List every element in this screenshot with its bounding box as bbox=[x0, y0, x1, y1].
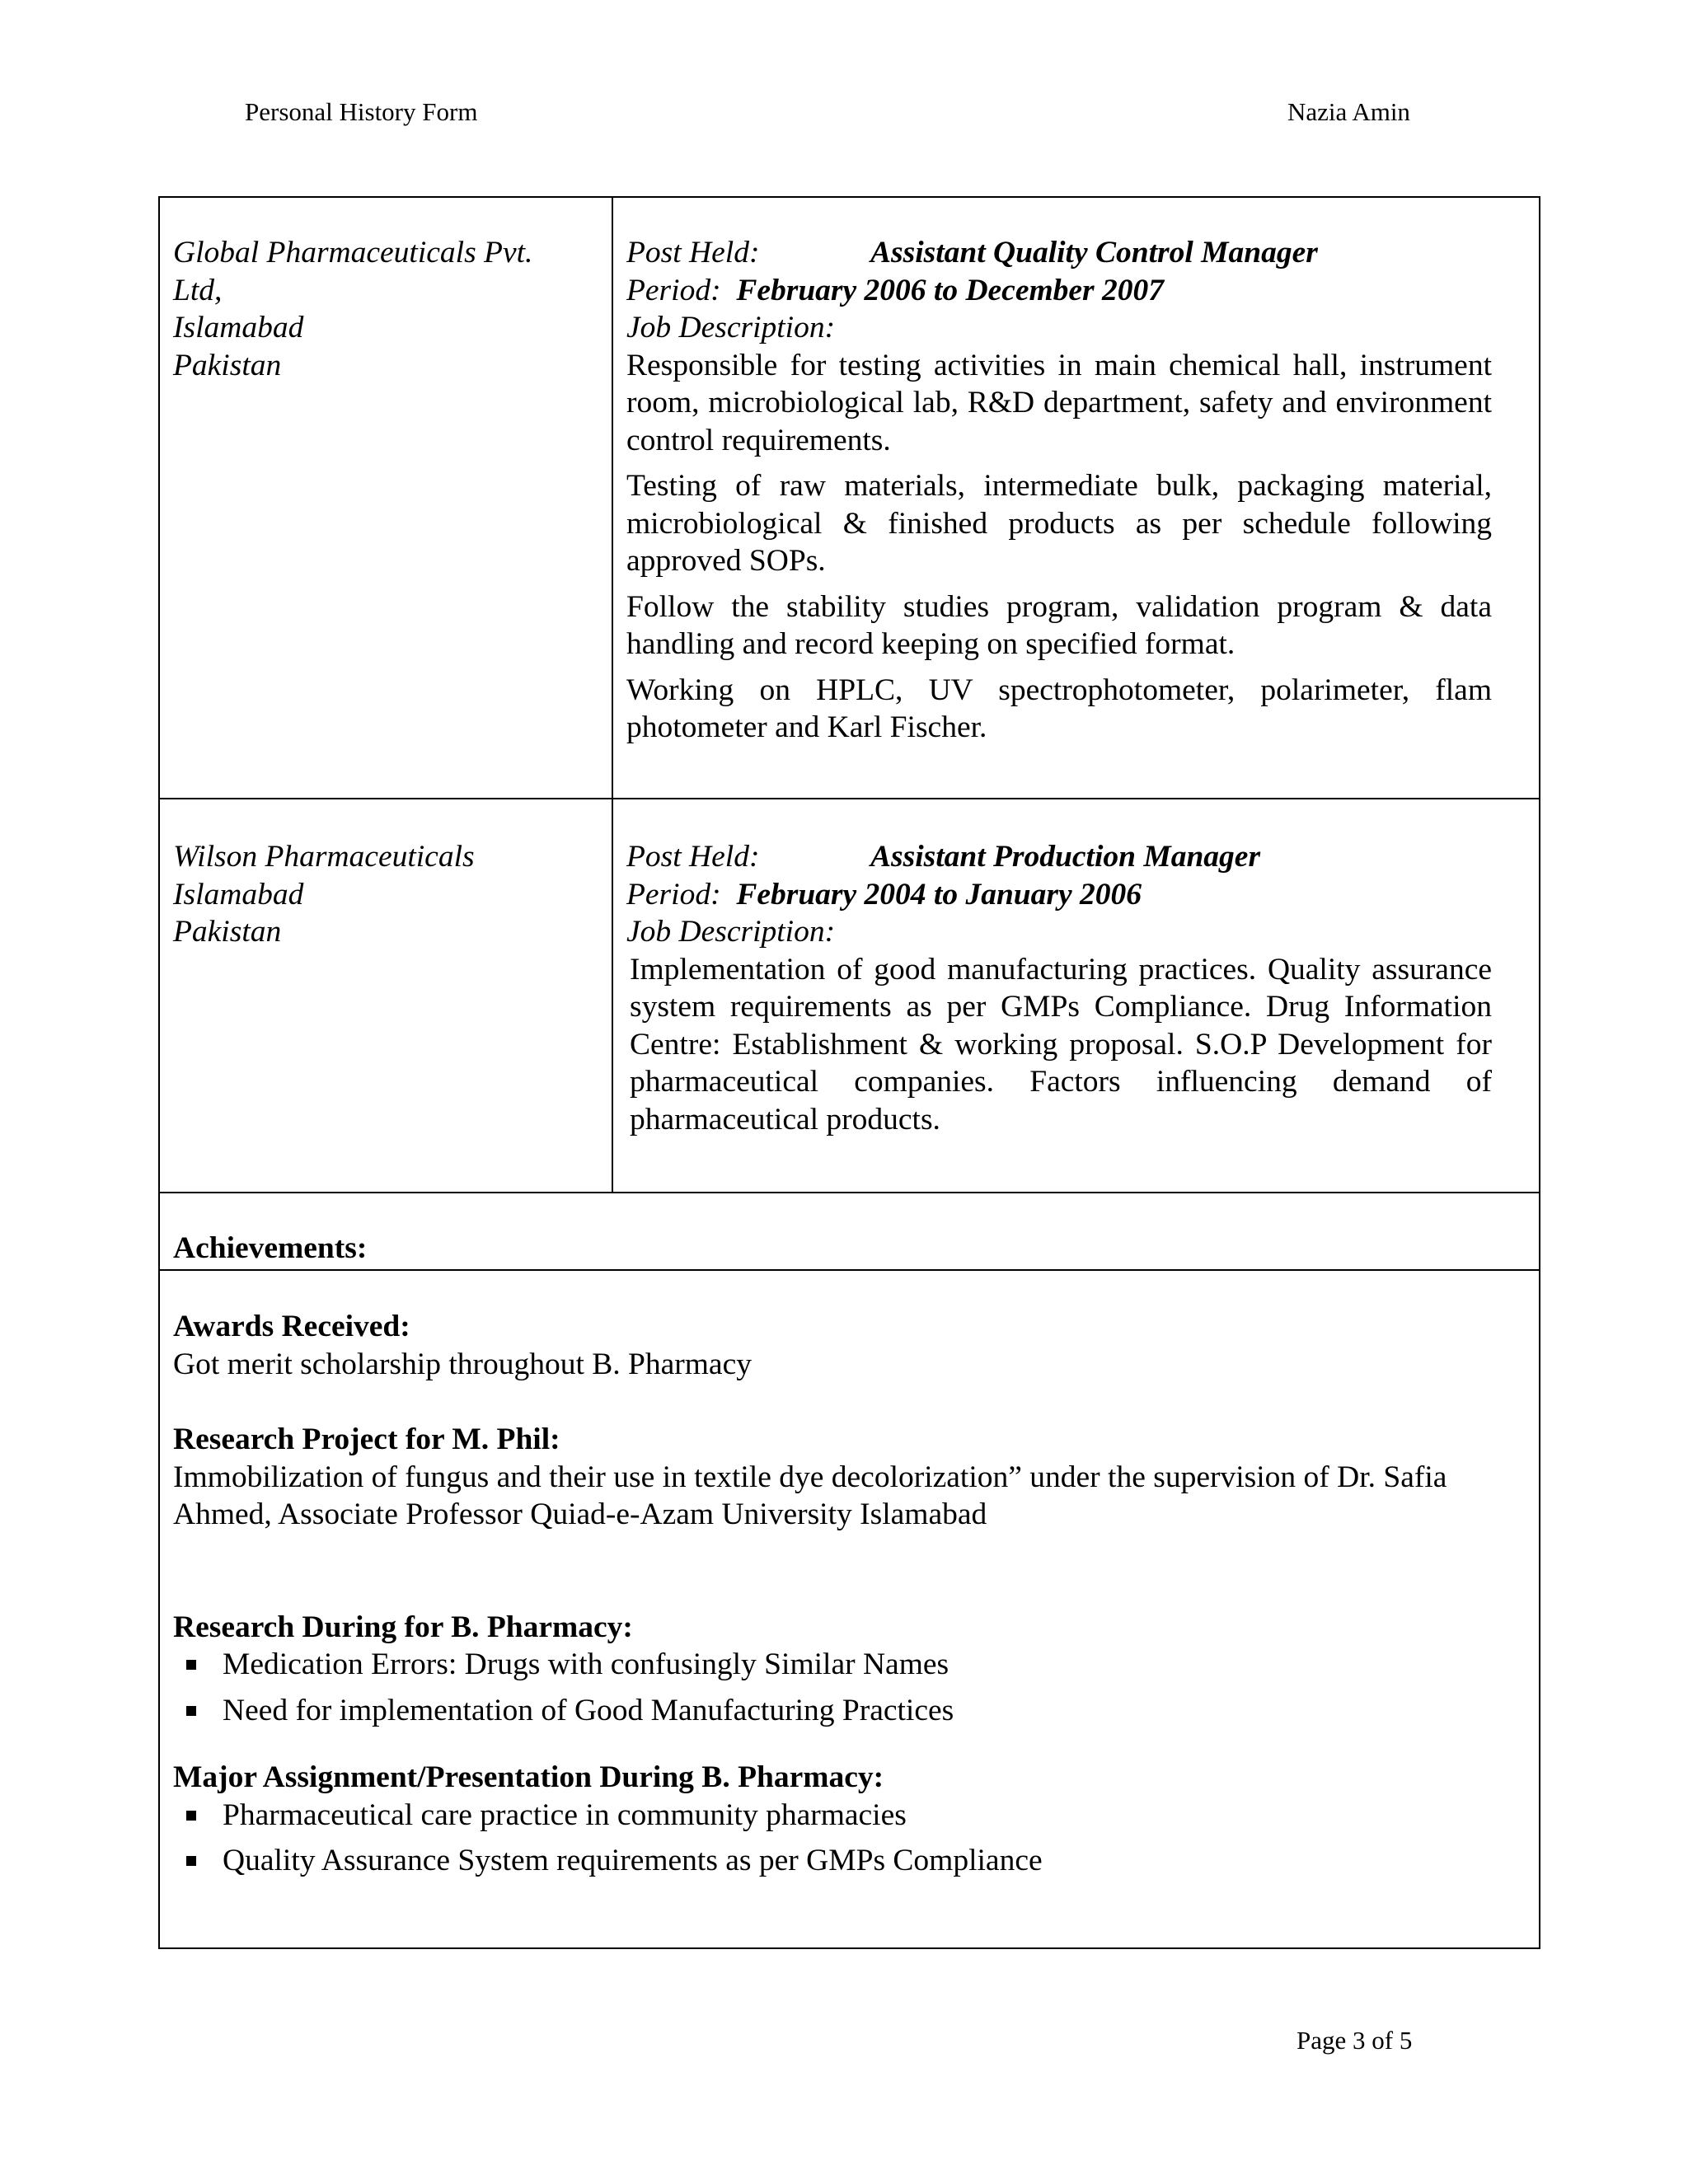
company-line: Islamabad bbox=[173, 877, 304, 912]
job-2-company bbox=[173, 838, 585, 951]
period-value: February 2004 to January 2006 bbox=[736, 877, 1142, 912]
page-number: Page 3 of 5 bbox=[1296, 2026, 1413, 2055]
description-paragraph: Testing of raw materials, intermediate bulk, packaging material, microbiological & finished products as per schedule following approved SOPs. bbox=[626, 469, 1492, 578]
period-label: Period: bbox=[626, 877, 721, 912]
period-label: Period: bbox=[626, 273, 721, 307]
job-description bbox=[626, 347, 1492, 747]
header-form-title: Personal History Form bbox=[245, 97, 478, 126]
description-paragraph: Implementation of good manufacturing practices. Quality assurance system requirements as per GMPs Compliance. Drug Information Centre: Establishment & working proposal. S.O.P Development for pharmaceutical companies. Factors influencing demand of pharmaceutical products. bbox=[630, 952, 1492, 1137]
period-row bbox=[626, 876, 1492, 914]
job-description bbox=[626, 951, 1492, 1139]
research-mphil-text: Immobilization of fungus and their use in textile dye decolorization” under the supervision of Dr. Safia Ahmed, Associate Professor Quiad-e-Azam University Islamabad bbox=[173, 1460, 1447, 1531]
post-held-value: Assistant Production Manager bbox=[870, 840, 1261, 874]
table-row-divider bbox=[158, 1192, 1540, 1193]
table-row-divider bbox=[158, 798, 1540, 799]
research-mphil-heading: Research Project for M. Phil: bbox=[173, 1422, 560, 1456]
post-held-label: Post Held: bbox=[626, 236, 760, 269]
achievements-heading: Achievements: bbox=[173, 1231, 368, 1265]
assignments-list bbox=[173, 1797, 1525, 1880]
period-value: February 2006 to December 2007 bbox=[736, 273, 1164, 307]
description-paragraph: Follow the stability studies program, validation program & data handling and record keeping on specified format. bbox=[626, 589, 1492, 661]
list-item: Need for implementation of Good Manufacturing Practices bbox=[173, 1692, 1525, 1730]
list-item: Pharmaceutical care practice in community pharmacies bbox=[173, 1797, 1525, 1835]
post-held-label: Post Held: bbox=[626, 840, 760, 874]
table-row-divider bbox=[158, 1269, 1540, 1271]
post-held-row bbox=[626, 234, 1492, 272]
description-paragraph: Responsible for testing activities in main chemical hall, instrument room, microbiological lab, R&D department, safety and environment control requirements. bbox=[626, 348, 1492, 457]
list-item: Medication Errors: Drugs with confusingly Similar Names bbox=[173, 1646, 1525, 1684]
company-line: Ltd, bbox=[173, 273, 223, 307]
company-line: Pakistan bbox=[173, 915, 282, 949]
research-bpharm-heading: Research During for B. Pharmacy: bbox=[173, 1610, 633, 1644]
awards-text: Got merit scholarship throughout B. Pharmacy bbox=[173, 1347, 752, 1381]
assignments-heading: Major Assignment/Presentation During B. Pharmacy: bbox=[173, 1760, 884, 1794]
company-line: Wilson Pharmaceuticals bbox=[173, 840, 475, 874]
company-line: Global Pharmaceuticals Pvt. bbox=[173, 236, 533, 269]
post-held-value: Assistant Quality Control Manager bbox=[870, 236, 1318, 269]
awards-heading: Awards Received: bbox=[173, 1310, 410, 1343]
job-description-label: Job Description: bbox=[626, 915, 836, 949]
research-bpharm-list bbox=[173, 1646, 1525, 1729]
company-line: Pakistan bbox=[173, 348, 282, 382]
description-paragraph: Working on HPLC, UV spectrophotometer, polarimeter, flam photometer and Karl Fischer. bbox=[626, 673, 1492, 744]
job-2-details bbox=[626, 838, 1492, 1146]
period-row bbox=[626, 272, 1492, 310]
job-1-company bbox=[173, 234, 585, 384]
job-1-details bbox=[626, 234, 1492, 755]
list-item: Quality Assurance System requirements as per GMPs Compliance bbox=[173, 1842, 1525, 1880]
job-description-label: Job Description: bbox=[626, 311, 836, 344]
company-line: Islamabad bbox=[173, 311, 304, 344]
header-person-name: Nazia Amin bbox=[1287, 97, 1410, 126]
table-column-divider bbox=[612, 196, 613, 1192]
post-held-row bbox=[626, 838, 1492, 876]
achievements-section bbox=[173, 1308, 1525, 1888]
